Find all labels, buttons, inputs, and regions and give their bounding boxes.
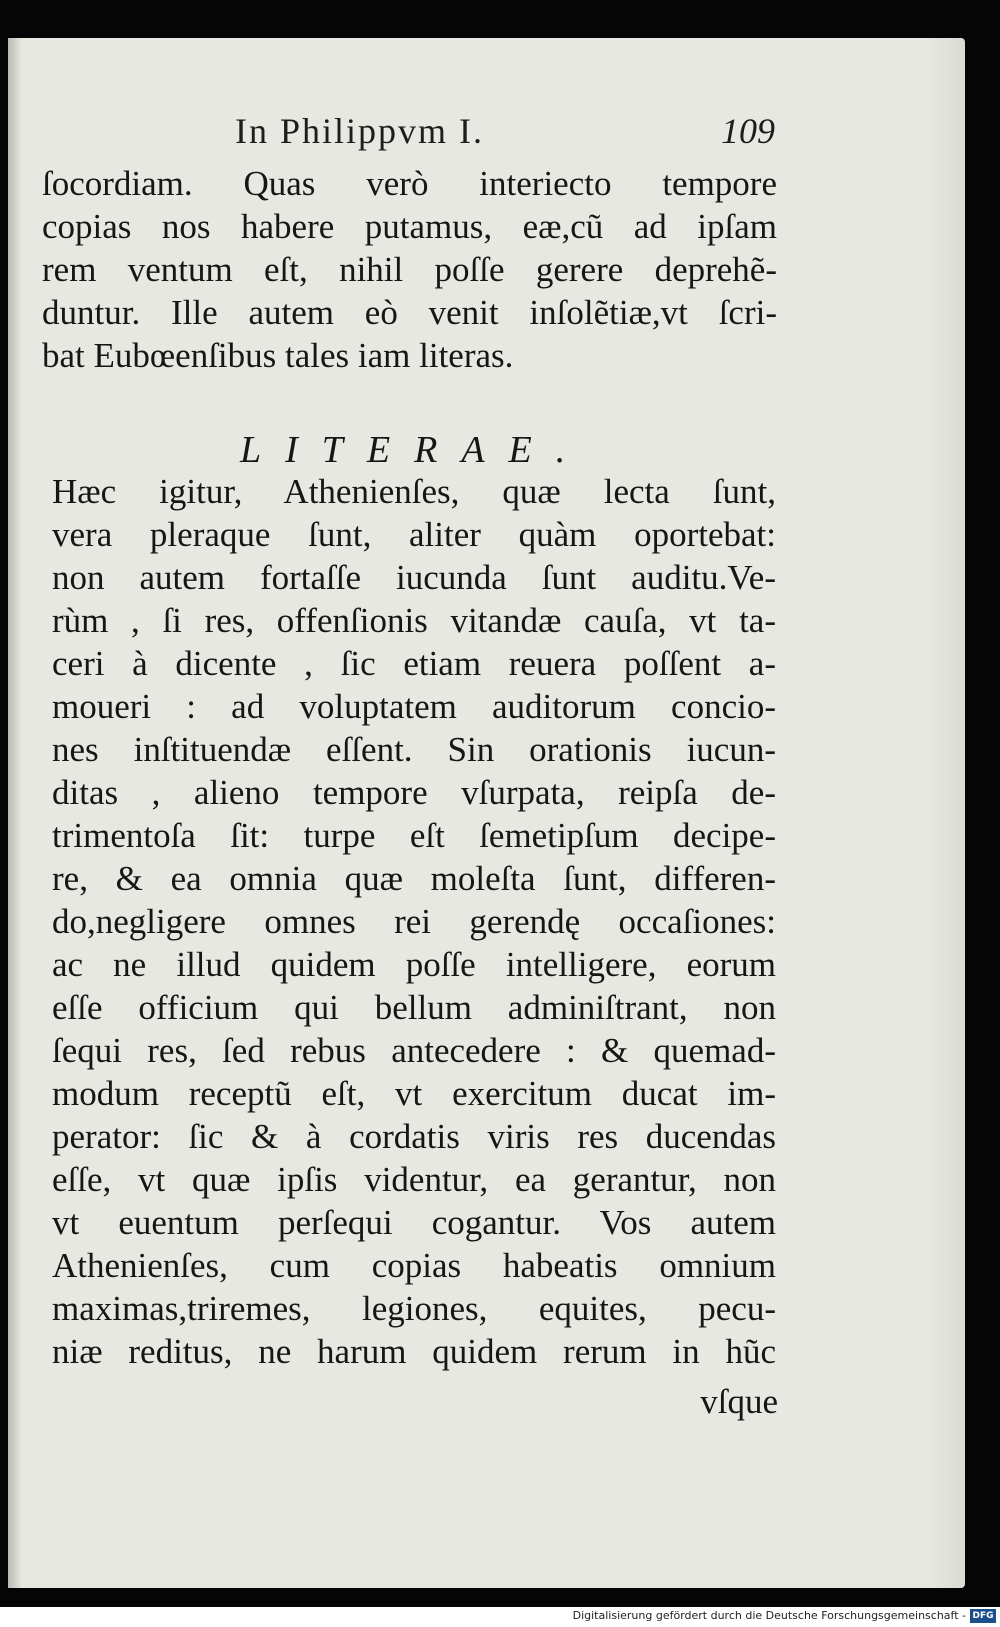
text-line: ac ne illud quidem poſſe intelligere, eorum [52, 945, 776, 984]
text-line: ditas , alieno tempore vſurpata, reipſa de- [52, 773, 776, 812]
paragraph-2 [52, 470, 776, 1373]
text-line: ſequi res, ſed rebus antecedere : & quemad- [52, 1031, 776, 1070]
page-gutter [8, 38, 22, 1588]
text-line: ceri à dicente , ſic etiam reuera poſſent a- [52, 644, 776, 683]
text-line: niæ reditus, ne harum quidem rerum in hũc [52, 1332, 776, 1371]
text-line: bat Eubœenſibus tales iam literas. [42, 336, 514, 375]
text-line: re, & ea omnia quæ moleſta ſunt, differen- [52, 859, 776, 898]
text-line: perator: ſic & à cordatis viris res ducendas [52, 1117, 776, 1156]
dfg-logo: DFG [970, 1609, 996, 1623]
text-line: Hæc igitur, Athenienſes, quæ lecta ſunt, [52, 472, 776, 511]
page-header [235, 110, 775, 154]
catchword: vſque [700, 1382, 778, 1421]
text-line: maximas,triremes, legiones, equites, pecu- [52, 1289, 776, 1328]
text-line: rùm , ſi res, offenſionis vitandæ cauſa, vt ta- [52, 601, 776, 640]
text-line: do,negligere omnes rei gerendę occaſiones: [52, 902, 776, 941]
page-shade [925, 38, 965, 1588]
page-number: 109 [721, 111, 775, 151]
digitization-credit: Digitalisierung gefördert durch die Deutsche Forschungsgemeinschaft - [572, 1609, 966, 1622]
text-line: non autem fortaſſe iucunda ſunt auditu.Ve- [52, 558, 776, 597]
section-heading: LITERAE. [240, 429, 590, 471]
text-line: moueri : ad voluptatem auditorum concio- [52, 687, 776, 726]
text-line: eſſe, vt quæ ipſis videntur, ea gerantur, non [52, 1160, 776, 1199]
text-line: copias nos habere putamus, eæ,cũ ad ipſam [42, 207, 777, 246]
text-line: eſſe officium qui bellum adminiſtrant, non [52, 988, 776, 1027]
text-line: vera pleraque ſunt, aliter quàm oportebat: [52, 515, 776, 554]
text-line: trimentoſa ſit: turpe eſt ſemetipſum decipe- [52, 816, 776, 855]
text-line: modum receptũ eſt, vt exercitum ducat im- [52, 1074, 776, 1113]
text-line: vt euentum perſequi cogantur. Vos autem [52, 1203, 776, 1242]
paragraph-1 [42, 162, 777, 377]
text-line: rem ventum eſt, nihil poſſe gerere deprehẽ- [42, 250, 777, 289]
text-line: duntur. Ille autem eò venit inſolẽtiæ,vt ſcri- [42, 293, 777, 332]
running-title: In Philippvm I. [235, 111, 485, 151]
text-line: Athenienſes, cum copias habeatis omnium [52, 1246, 776, 1285]
text-line: ſocordiam. Quas verò interiecto tempore [42, 164, 777, 203]
text-line: nes inſtituendæ eſſent. Sin orationis iucun- [52, 730, 776, 769]
